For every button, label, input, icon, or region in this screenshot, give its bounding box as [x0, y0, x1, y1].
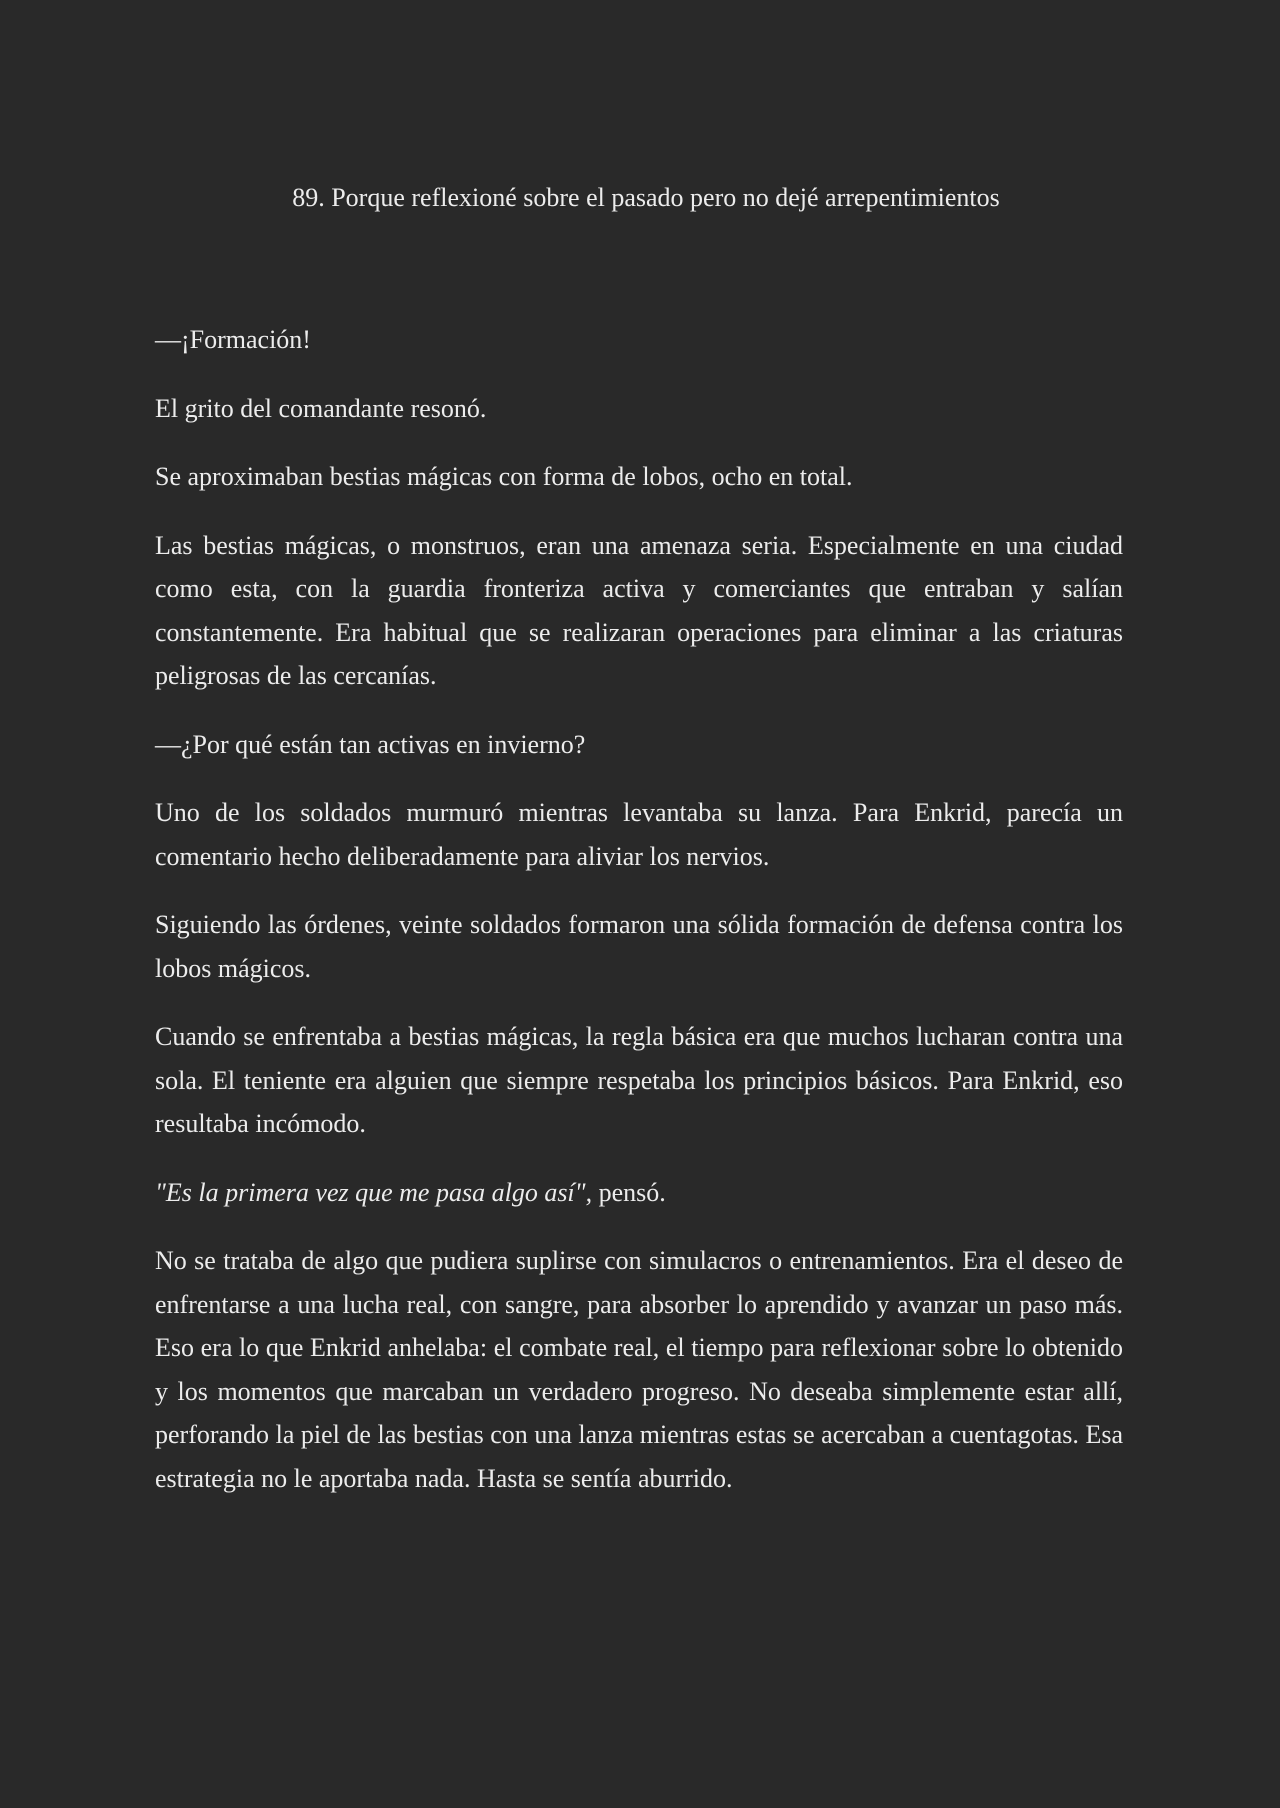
paragraph: El grito del comandante resonó.: [155, 393, 487, 423]
paragraph: —¿Por qué están tan activas en invierno?: [155, 729, 586, 759]
paragraph-thought: [155, 1171, 1123, 1215]
paragraph: Siguiendo las órdenes, veinte soldados formaron una sólida formación de defensa contra los lobos mágicos.: [155, 910, 1123, 983]
chapter-title: 89. Porque reflexioné sobre el pasado pero no dejé arrepentimientos: [292, 183, 1000, 212]
paragraph: Cuando se enfrentaba a bestias mágicas, la regla básica era que muchos lucharan contra una sola. El teniente era alguien que siempre respetaba los principios básicos. Para Enkrid, eso resultaba incómodo.: [155, 1022, 1123, 1138]
thought-tag: pensó.: [592, 1177, 666, 1207]
chapter-body: [155, 318, 1123, 1525]
paragraph: Se aproximaban bestias mágicas con forma de lobos, ocho en total.: [155, 462, 853, 491]
paragraph: Uno de los soldados murmuró mientras levantaba su lanza. Para Enkrid, parecía un comentario hecho deliberadamente para aliviar los nervios.: [155, 798, 1123, 871]
paragraph: Las bestias mágicas, o monstruos, eran una amenaza seria. Especialmente en una ciudad como esta, con la guardia fronteriza activa y comerciantes que entraban y salían constantemente. Era habitual que se realizaran operaciones para eliminar a las criaturas peligrosas de las cercanías.: [155, 530, 1123, 690]
paragraph: —¡Formación!: [155, 325, 311, 354]
paragraph: No se trataba de algo que pudiera suplirse con simulacros o entrenamientos. Era el deseo de enfrentarse a una lucha real, con sangre, para absorber lo aprendido y avanzar un paso más. Eso era lo que Enkrid anhelaba: el combate real, el tiempo para reflexionar sobre lo obtenido y los momentos que marcaban un verdadero progreso. No deseaba simplemente estar allí, perforando la piel de las bestias con una lanza mientras estas se acercaban a cuentagotas. Esa estrategia no le aportaba nada. Hasta se sentía aburrido.: [155, 1246, 1123, 1493]
inner-thought: "Es la primera vez que me pasa algo así",: [155, 1177, 593, 1207]
